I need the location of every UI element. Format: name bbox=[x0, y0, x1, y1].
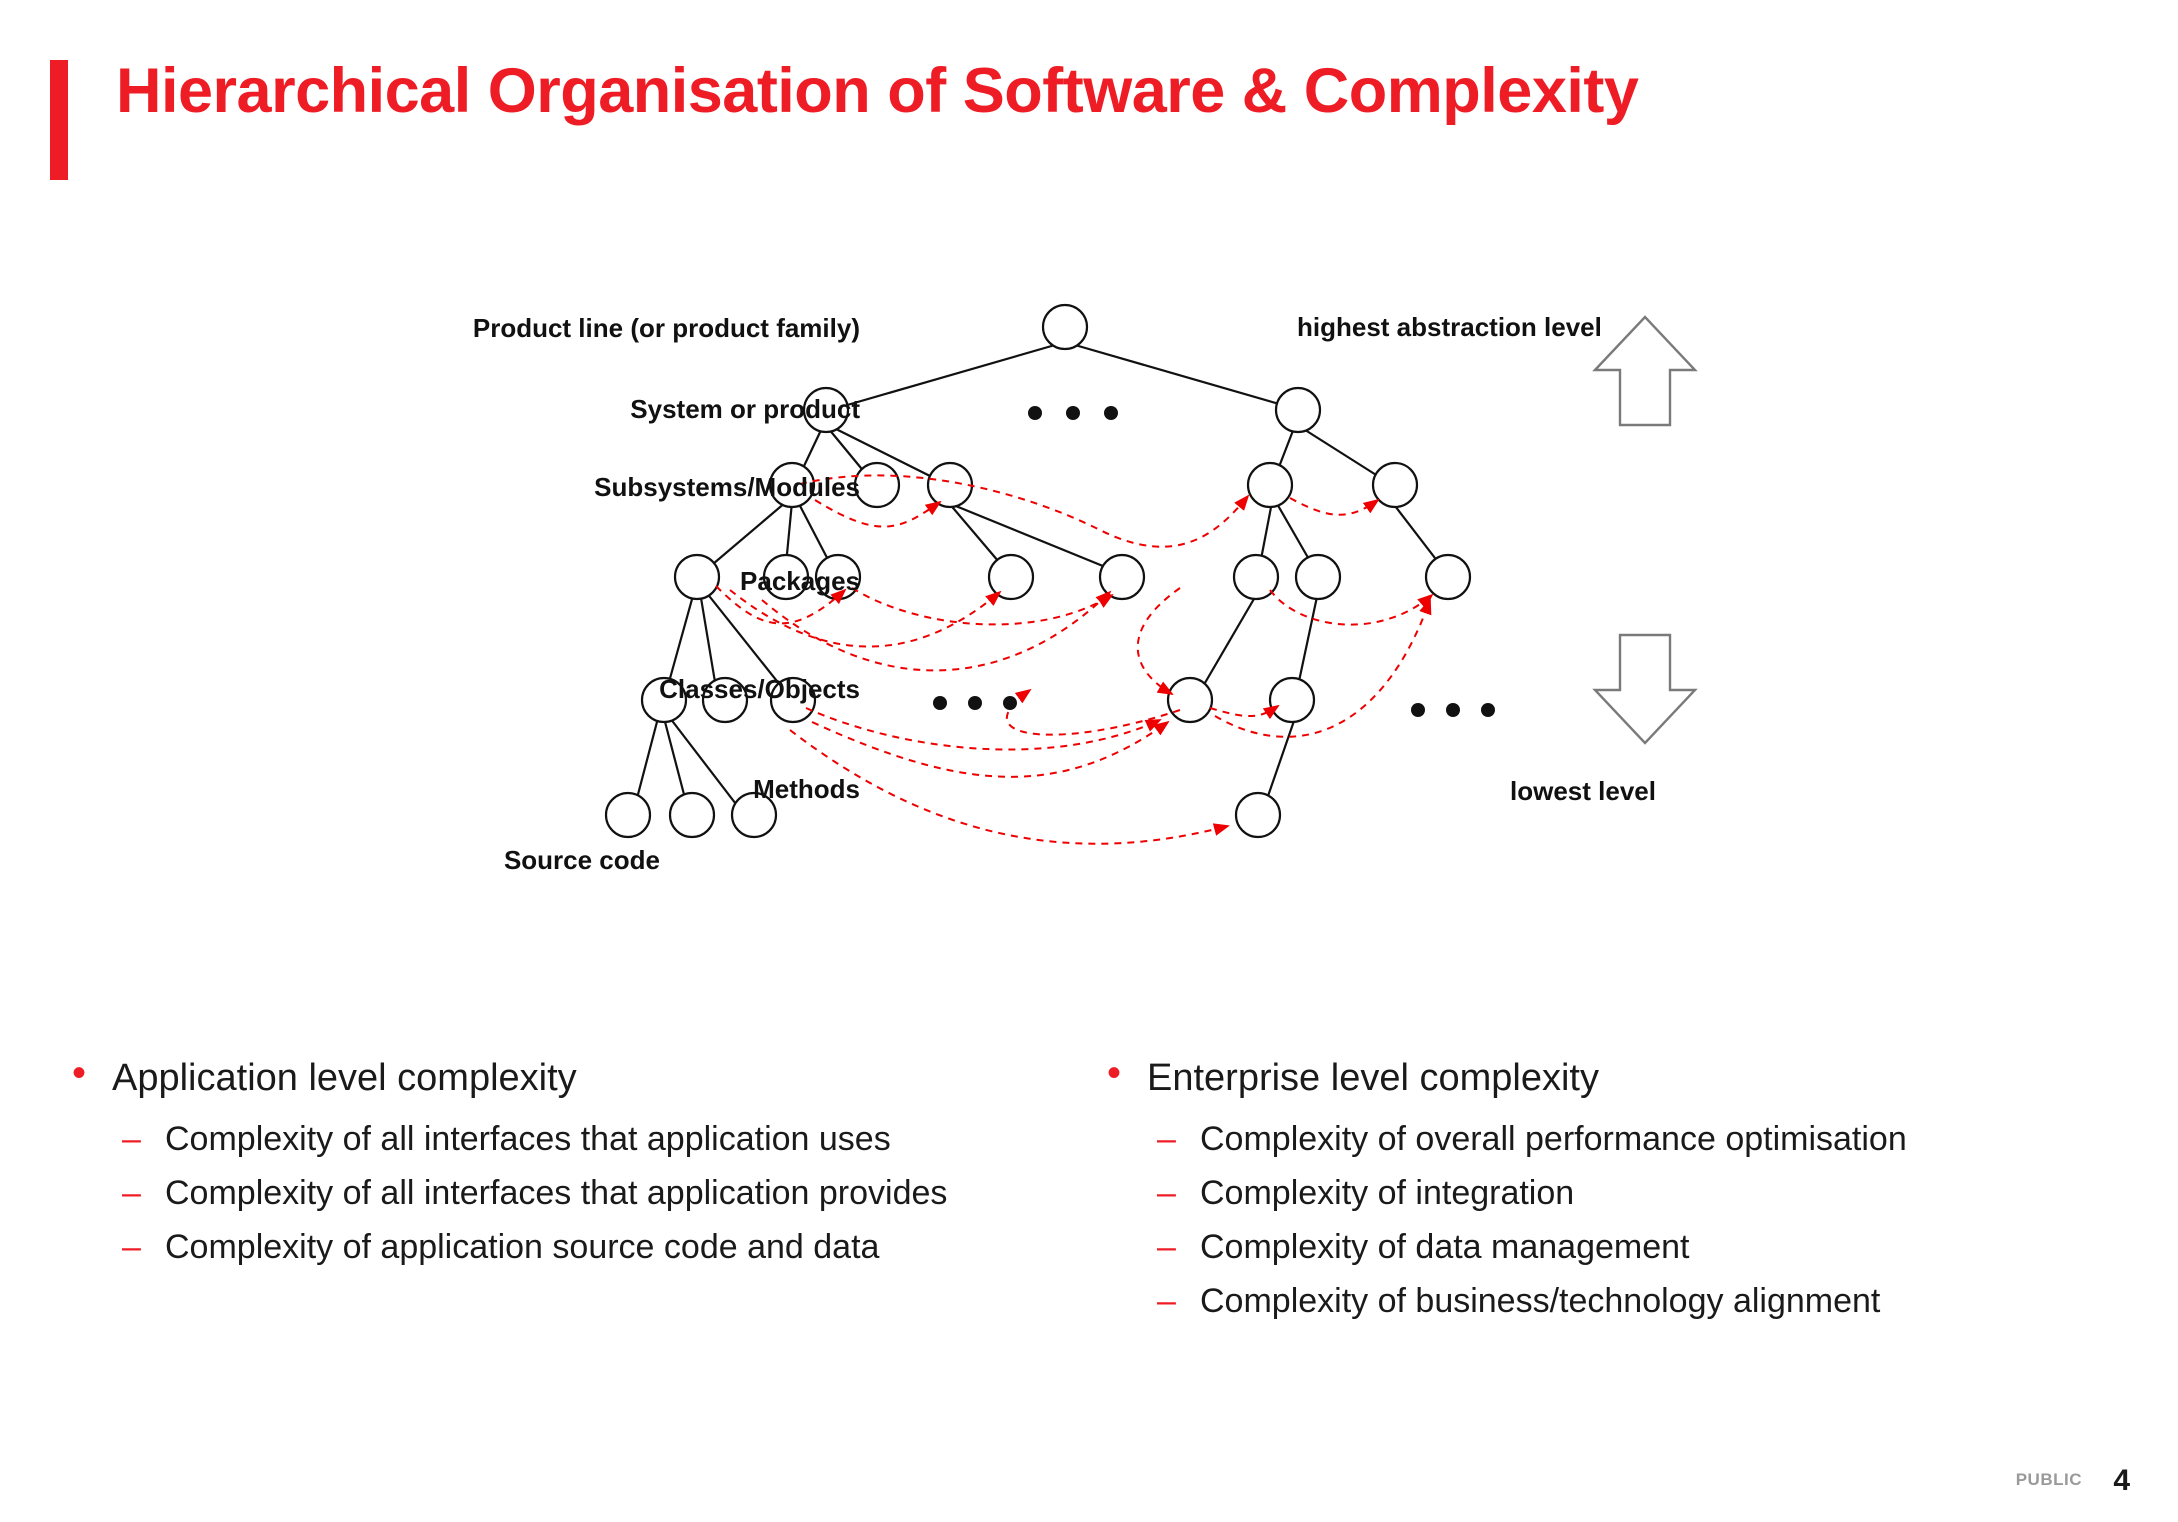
page-title: Hierarchical Organisation of Software & Complexity bbox=[116, 56, 1639, 126]
level-label-source-code: Source code bbox=[503, 845, 660, 875]
level-label-packages: Packages bbox=[740, 566, 860, 596]
list-item: – Complexity of application source code and data bbox=[50, 1225, 1080, 1269]
label-highest-abstraction: highest abstraction level bbox=[1297, 312, 1602, 342]
title-accent-bar bbox=[50, 60, 68, 180]
classification-label: PUBLIC bbox=[2015, 1470, 2082, 1489]
hierarchy-diagram bbox=[0, 270, 2178, 920]
list-item: – Complexity of all interfaces that application uses bbox=[50, 1117, 1080, 1161]
hierarchy-graph bbox=[0, 270, 2178, 920]
level-label-system: System or product bbox=[630, 394, 860, 424]
list-item: – Complexity of business/technology alignment bbox=[1085, 1279, 2135, 1323]
page-number: 4 bbox=[2113, 1464, 2130, 1497]
list-item: – Complexity of data management bbox=[1085, 1225, 2135, 1269]
arrow-down-icon bbox=[1595, 635, 1695, 743]
enterprise-complexity-heading: • Enterprise level complexity bbox=[1085, 1055, 2135, 1103]
level-label-methods: Methods bbox=[753, 774, 860, 804]
level-label-classes: Classes/Objects bbox=[659, 674, 860, 704]
arrow-up-icon bbox=[1595, 317, 1695, 425]
level-label-subsystems: Subsystems/Modules bbox=[594, 472, 860, 502]
application-complexity-heading: • Application level complexity bbox=[50, 1055, 1080, 1103]
level-label-product-line: Product line (or product family) bbox=[472, 313, 860, 343]
enterprise-complexity-column bbox=[1085, 1055, 2135, 1333]
abstraction-arrows bbox=[1595, 317, 1695, 743]
list-item: – Complexity of overall performance optimisation bbox=[1085, 1117, 2135, 1161]
list-item: – Complexity of integration bbox=[1085, 1171, 2135, 1215]
list-item: – Complexity of all interfaces that application provides bbox=[50, 1171, 1080, 1215]
label-lowest-level: lowest level bbox=[1510, 776, 1656, 806]
application-complexity-column bbox=[50, 1055, 1080, 1279]
